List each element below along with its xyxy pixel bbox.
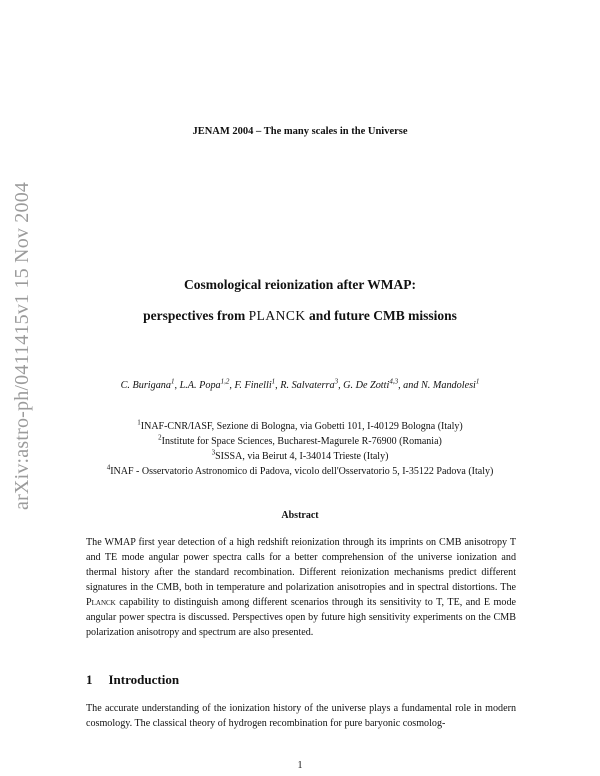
abstract-part-1: The WMAP first year detection of a high redshift reionization through its imprints on CMB anisotropy T and TE mode angular power spectra calls for a better comprehension of the universe ionization and thermal history after the standard recombination. Different reionization mechanisms predict different signatures in the CMB, both in temperature and polarization anisotropies and in spectral distortions. The <box>86 537 516 593</box>
affiliation-text: INAF - Osservatorio Astronomico di Padova, vicolo dell'Osservatorio 5, I-35122 Padova (Italy) <box>110 466 494 477</box>
author: F. Finelli <box>234 380 272 391</box>
affiliation-text: SISSA, via Beirut 4, I-34014 Trieste (Italy) <box>215 451 389 462</box>
author-separator: , <box>229 380 235 391</box>
author: G. De Zotti <box>343 380 390 391</box>
page-number: 1 <box>297 760 303 771</box>
author-separator: , <box>174 380 180 391</box>
title-suffix: and future CMB missions <box>305 308 457 323</box>
affiliation-text: INAF-CNR/IASF, Sezione di Bologna, via Gobetti 101, I-40129 Bologna (Italy) <box>140 421 463 432</box>
affiliation-number: 3 <box>211 448 216 457</box>
title-planck: PLANCK <box>248 308 306 323</box>
author-affil-ref: 1 <box>271 377 276 386</box>
author-affil-ref: 3 <box>334 377 339 386</box>
author: N. Mandolesi <box>420 380 476 391</box>
author-affil-ref: 4,3 <box>389 377 399 386</box>
affiliation <box>0 418 600 432</box>
introduction-text: The accurate understanding of the ionization history of the universe plays a fundamental role in modern cosmology. The classical theory of hydrogen recombination for pure baryonic cosmolog- <box>86 703 516 729</box>
title-prefix: perspectives from <box>143 308 249 323</box>
author-separator: , <box>275 380 281 391</box>
paper-title-line-1: Cosmological reionization after WMAP: <box>183 277 417 292</box>
author-affil-ref: 1 <box>475 377 480 386</box>
author-separator: , <box>398 380 404 391</box>
author: C. Burigana <box>120 380 171 391</box>
author-list <box>0 377 600 391</box>
abstract-planck: Planck <box>86 597 116 608</box>
affiliation <box>0 448 600 462</box>
section-heading <box>86 672 179 688</box>
author-affil-ref: 1 <box>171 377 175 386</box>
affiliation-number: 2 <box>158 433 162 442</box>
abstract-heading: Abstract <box>281 510 319 521</box>
affiliation-number: 4 <box>106 463 111 472</box>
affiliation <box>0 463 600 477</box>
affiliation-text: Institute for Space Sciences, Bucharest-Magurele R-76900 (Romania) <box>161 436 442 447</box>
author: L.A. Popa <box>179 380 221 391</box>
conference-header: JENAM 2004 – The many scales in the Universe <box>192 126 408 137</box>
affiliation <box>0 433 600 447</box>
abstract-part-2: capability to distinguish among different scenarios through its sensitivity to T, TE, and E mode angular power spectra is discussed. Perspectives open by future high sensitivity experiments on the CMB polarization anisotropy and spectrum are also presented. <box>86 597 516 638</box>
abstract-text <box>86 535 516 640</box>
paper-title-line-2 <box>0 308 600 324</box>
section-number: 1 <box>86 672 93 687</box>
arxiv-identifier: arXiv:astro-ph/0411415v1 15 Nov 2004 <box>11 181 33 510</box>
author-conjunction: and <box>403 380 419 391</box>
author: R. Salvaterra <box>280 380 335 391</box>
author-affil-ref: 1,2 <box>220 377 230 386</box>
affiliation-number: 1 <box>137 418 141 427</box>
author-separator: , <box>338 380 344 391</box>
section-title: Introduction <box>108 672 180 687</box>
